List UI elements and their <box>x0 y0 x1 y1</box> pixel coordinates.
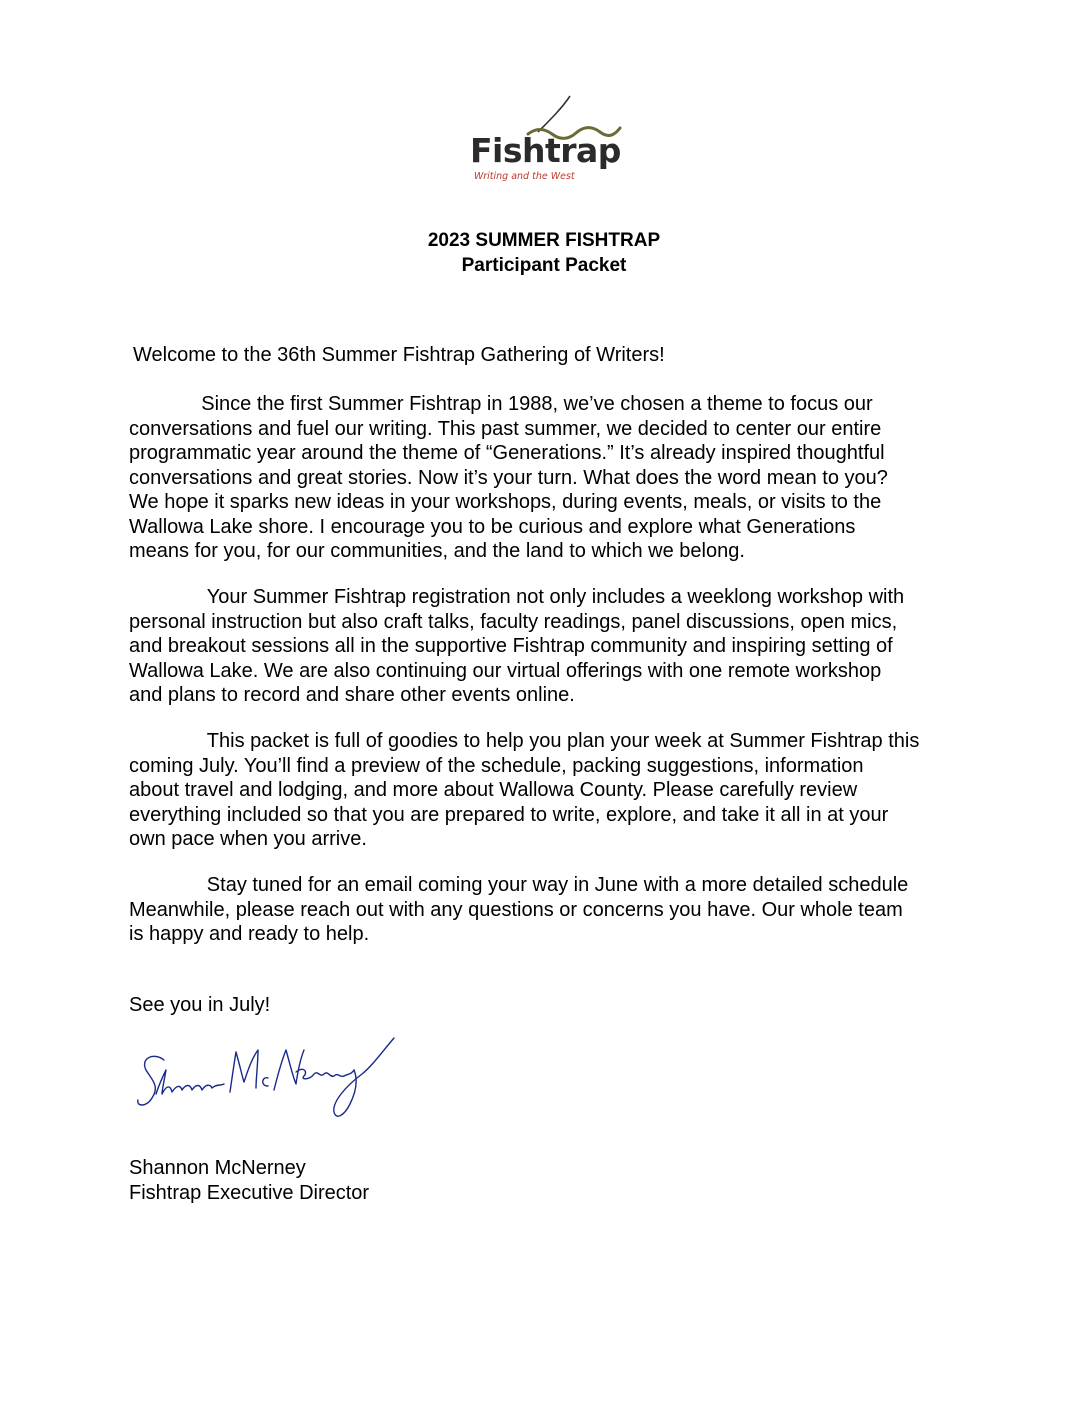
closing-line: See you in July! <box>129 994 271 1016</box>
paragraph-packet: This packet is full of goodies to help you plan your week at Summer Fishtrap this coming July. You’ll find a preview of the schedule, packing suggestions, information about travel and lodging, and more about Wallowa County. Please carefully review everything included so that you are prepared to write, explore, and take it all in at your own pace when you arrive. <box>129 730 920 850</box>
paragraph-theme: Since the first Summer Fishtrap in 1988, we’ve chosen a theme to focus our conversations and fuel our writing. This past summer, we decided to center our entire programmatic year around the theme of “Generations.” It’s already inspired thoughtful conversations and great stories. Now it’s your turn. What does the word mean to you? We hope it sparks new ideas in your workshops, during events, meals, or visits to the Wallowa Lake shore. I encourage you to be curious and explore what Generations means for you, for our communities, and the land to which we belong. <box>129 393 888 562</box>
paragraph-registration: Your Summer Fishtrap registration not only includes a weeklong workshop with personal instruction but also craft talks, faculty readings, panel discussions, open mics, and breakout sessions all in the supportive Fishtrap community and inspiring setting of Wallowa Lake. We are also continuing our virtual offerings with one remote workshop and plans to record and share other events online. <box>129 586 905 706</box>
logo-tagline: Writing and the West <box>474 171 575 182</box>
signer-title: Fishtrap Executive Director <box>129 1182 370 1204</box>
signer-block <box>129 1156 369 1206</box>
signature-image <box>132 1030 402 1125</box>
paragraph-email: Stay tuned for an email coming your way in June with a more detailed schedule Meanwhile, please reach out with any questions or concerns you have. Our whole team is happy and ready to help. <box>129 874 909 945</box>
signer-name: Shannon McNerney <box>129 1157 306 1179</box>
greeting: Welcome to the 36th Summer Fishtrap Gathering of Writers! <box>133 344 665 366</box>
fishtrap-logo <box>466 94 626 186</box>
page-title: 2023 SUMMER FISHTRAP <box>427 230 661 251</box>
logo-name: Fishtrap <box>470 131 621 170</box>
page-subtitle: Participant Packet <box>461 255 627 276</box>
title-block <box>0 228 1088 278</box>
